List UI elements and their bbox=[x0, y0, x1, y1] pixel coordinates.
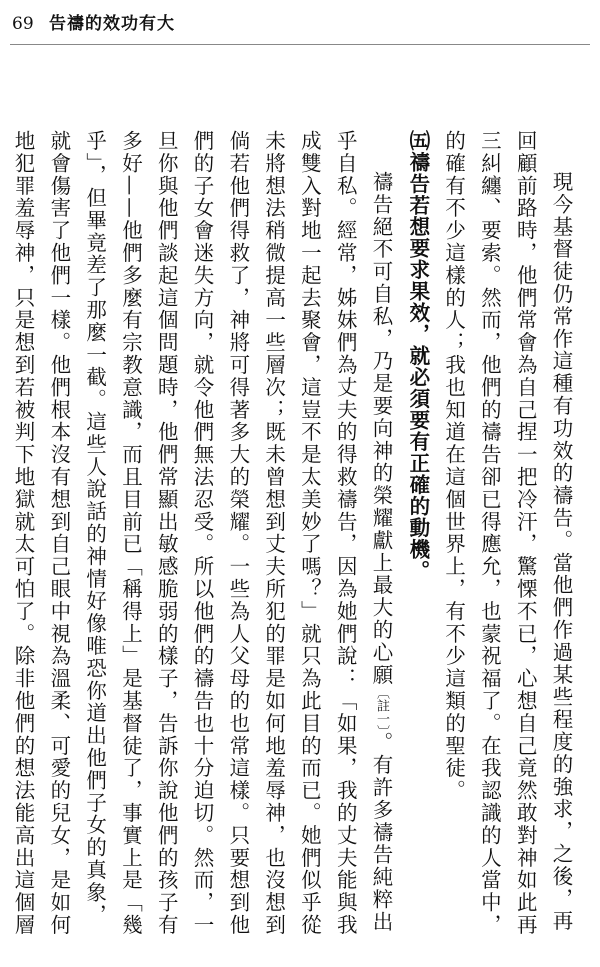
vertical-text-block bbox=[3, 130, 578, 940]
section-heading-right-motive: ㈤禱告若想要求果效，就必須要有正確的動機。 bbox=[405, 130, 430, 582]
running-title: 告禱的效功有大 bbox=[49, 14, 176, 34]
paragraph-selfish-prayer-part1: 禱告絕不可自私，乃是要向神的榮耀獻上最大的心願 bbox=[369, 171, 394, 687]
paragraph-selfish-prayer-part2: 。有許多禱告純粹出乎自私。經常，姊妹們為丈夫的得救禱告，因為她們說：「如果，我的丈夫能與我成雙入對地一起去聚會，這豈不是太美妙了嗎？」就只為此目的而已。她們似乎從未將想法稍微提高一些層次；既未曾想到丈夫所犯的罪是如何地羞辱神，也沒想到倘若他們得救了，神將可得著多大的榮耀。一些為人父母的也常這樣。只要想到他們的子女會迷失方向，就令他們無法忍受。所以他們的禱告也十分迫切。然而，一旦你與他們談起這個問題時，他們常顯出敏感脆弱的樣子，告訴你說他們的孩子有多好——他們多麼有宗教意識，而且目前已「稱得上」是基督徒了，事實上是「幾乎」，但畢竟差了那麼一截。這些人說話的神情好像唯恐你道出他們子女的真象，就會傷害了他們一樣。他們根本沒有想到自己眼中視為溫柔、可愛的兒女，是如何地犯罪羞辱神，只是想到若被判下地獄就太可怕了。除非他們的想法能高出這個層 bbox=[11, 130, 394, 937]
header-rule bbox=[10, 44, 590, 45]
paragraph-answered-prayer: 現今基督徒仍常作這種有功效的禱告。當他們作過某些程度的強求，之後，再回顧前路時，他們常會為自己捏一把冷汗，驚慄不已，心想自己竟然敢對神如此再三糾纏、要索。然而，他們的禱告卻已得應允，也蒙祝福了。在我認識的人當中，的確有不少這樣的人；我也知道在這個世界上，有不少這類的聖徒。 bbox=[441, 130, 573, 937]
paragraph-selfish-prayer bbox=[4, 130, 399, 940]
running-header bbox=[12, 14, 175, 34]
footnote-marker: 〔註一〕 bbox=[374, 686, 390, 732]
page-number: 69 bbox=[12, 14, 34, 34]
